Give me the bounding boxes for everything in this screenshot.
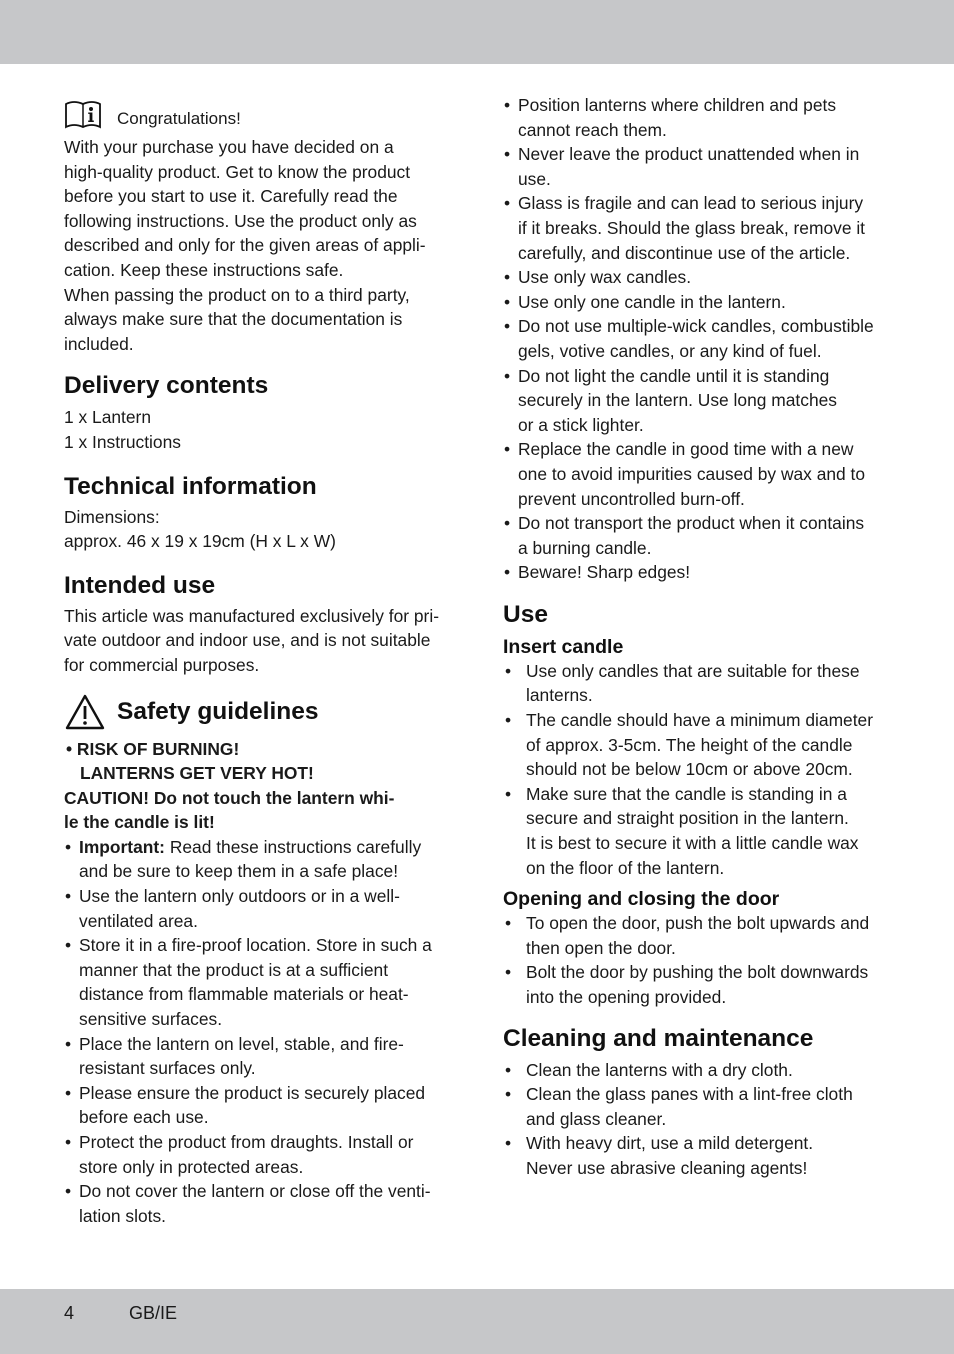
text-line: and be sure to keep them in a safe place!	[79, 861, 399, 882]
text-line: • Use only one candle in the lantern.	[518, 291, 786, 312]
text-line: It is best to secure it with a little candle wax	[526, 833, 859, 854]
list-item	[503, 93, 888, 142]
list-item	[64, 884, 449, 933]
congratulations-text: Congratulations!	[117, 109, 241, 128]
list-item	[503, 290, 888, 315]
text-line: • Clean the glass panes with a lint-free cloth	[526, 1084, 853, 1105]
list-item	[503, 437, 888, 511]
text-line: vate outdoor and indoor use, and is not suitable	[64, 630, 431, 651]
text-line: • Do not light the candle until it is standing	[518, 365, 830, 386]
list-item	[503, 1058, 888, 1083]
door-heading: Opening and closing the door	[503, 888, 780, 911]
book-info-icon	[64, 97, 102, 131]
text-line: • Place the lantern on level, stable, and fire-	[79, 1033, 404, 1054]
text-line: on the floor of the lantern.	[526, 857, 725, 878]
cleaning-heading: Cleaning and maintenance	[503, 1024, 814, 1052]
text-line: lanterns.	[526, 685, 593, 706]
text-line: always make sure that the documentation is	[64, 309, 403, 330]
insert-candle-heading: Insert candle	[503, 635, 624, 658]
door-list	[503, 911, 888, 1009]
text-line: should not be below 10cm or above 20cm.	[526, 759, 853, 780]
use-heading: Use	[503, 600, 548, 628]
safety-guidelines-header	[64, 693, 449, 731]
list-item	[503, 560, 888, 585]
text-line: carefully, and discontinue use of the article.	[518, 242, 851, 263]
text-line: if it breaks. Should the glass break, remove it	[518, 217, 866, 238]
list-item	[64, 835, 449, 884]
text-line: • The candle should have a minimum diameter	[526, 710, 874, 731]
list-item	[64, 1179, 449, 1228]
safety-list	[64, 835, 449, 1229]
text-line: then open the door.	[526, 937, 676, 958]
text-line: high-quality product. Get to know the product	[64, 161, 411, 182]
list-item	[64, 1032, 449, 1081]
text-line: • Please ensure the product is securely placed	[79, 1082, 426, 1103]
text-line: store only in protected areas.	[79, 1156, 304, 1177]
caution-line-2: le the candle is lit!	[64, 812, 215, 833]
list-item	[503, 191, 888, 265]
text-line: following instructions. Use the product only as	[64, 210, 417, 231]
text-line: • Bolt the door by pushing the bolt downwards	[526, 962, 869, 983]
text-line: for commercial purposes.	[64, 654, 260, 675]
intro-paragraph	[64, 135, 449, 356]
list-item	[503, 265, 888, 290]
text-line: Dimensions:	[64, 506, 160, 527]
list-item	[503, 364, 888, 438]
region-label: GB/IE	[129, 1303, 178, 1323]
text-line: included.	[64, 333, 134, 354]
list-item	[503, 142, 888, 191]
risk-line-1: RISK OF BURNING!	[76, 738, 240, 759]
list-item	[64, 933, 449, 1031]
important-text: Read these instructions carefully	[164, 836, 422, 857]
text-line: • Glass is fragile and can lead to serious injury	[518, 193, 864, 214]
text-line: • Clean the lanterns with a dry cloth.	[526, 1059, 793, 1080]
warning-triangle-icon	[64, 693, 106, 731]
text-line: into the opening provided.	[526, 987, 727, 1007]
text-line: • Use only candles that are suitable for these	[526, 660, 860, 681]
safety-warnings	[64, 737, 449, 835]
intended-use-heading: Intended use	[64, 571, 216, 599]
list-item	[64, 1130, 449, 1179]
list-item	[503, 960, 888, 1009]
list-item	[503, 782, 888, 880]
text-line: • Do not cover the lantern or close off the venti-	[79, 1181, 431, 1202]
list-item	[503, 314, 888, 363]
safety-guidelines-heading: Safety guidelines	[117, 697, 319, 725]
text-line: • With heavy dirt, use a mild detergent.	[526, 1133, 814, 1154]
right-column	[503, 93, 888, 1181]
delivery-contents-heading: Delivery contents	[64, 372, 269, 400]
text-line: a burning candle.	[518, 537, 652, 558]
list-item	[503, 1082, 888, 1131]
text-line: • Replace the candle in good time with a new	[518, 439, 854, 460]
text-line: of approx. 3-5cm. The height of the candle	[526, 734, 853, 755]
text-line: • Protect the product from draughts. Install or	[79, 1132, 414, 1152]
header-band	[0, 0, 954, 64]
text-line: or a stick lighter.	[518, 414, 644, 435]
text-line: sensitive surfaces.	[79, 1009, 223, 1030]
intended-use-text	[64, 604, 449, 678]
caution-line-1: CAUTION! Do not touch the lantern whi-	[64, 787, 395, 808]
cleaning-list	[503, 1058, 888, 1181]
important-label: Important:	[79, 836, 165, 857]
text-line: • Do not use multiple-wick candles, combustible	[518, 316, 874, 337]
list-item	[503, 708, 888, 782]
text-line: ventilated area.	[79, 910, 198, 931]
risk-warning: • RISK OF BURNING!	[66, 738, 240, 759]
text-line: securely in the lantern. Use long matches	[518, 390, 837, 411]
list-item	[503, 659, 888, 708]
text-line: secure and straight position in the lantern.	[526, 808, 849, 829]
text-line: use.	[518, 168, 551, 189]
text-line: • Never leave the product unattended when in	[518, 144, 860, 165]
insert-candle-list	[503, 659, 888, 880]
list-item	[503, 911, 888, 960]
text-line: Never use abrasive cleaning agents!	[526, 1157, 808, 1178]
text-line: • Use the lantern only outdoors or in a well-	[79, 886, 400, 907]
text-line: This article was manufactured exclusively for pri-	[64, 605, 439, 626]
delivery-list	[64, 405, 449, 454]
important-line	[79, 835, 449, 860]
page-number: 4	[64, 1303, 75, 1323]
text-line: lation slots.	[79, 1205, 166, 1226]
text-line: gels, votive candles, or any kind of fuel.	[518, 340, 822, 361]
text-line: described and only for the given areas of appli-	[64, 235, 426, 256]
text-line: before each use.	[79, 1107, 209, 1128]
text-line: one to avoid impurities caused by wax and to	[518, 463, 866, 484]
text-line: With your purchase you have decided on a	[64, 137, 394, 157]
list-item	[503, 1131, 888, 1180]
text-line: • Make sure that the candle is standing in a	[526, 783, 847, 804]
text-line: When passing the product on to a third party,	[64, 284, 410, 305]
text-line: • To open the door, push the bolt upwards and	[526, 913, 870, 934]
left-column	[64, 93, 449, 1228]
text-line: before you start to use it. Carefully read the	[64, 186, 398, 207]
text-line: • Position lanterns where children and pets	[518, 95, 837, 115]
risk-line-2: LANTERNS GET VERY HOT!	[80, 763, 314, 784]
list-item	[64, 1081, 449, 1130]
delivery-item: 1 x Lantern	[64, 407, 152, 428]
text-line: and glass cleaner.	[526, 1108, 667, 1129]
text-line: cation. Keep these instructions safe.	[64, 259, 344, 280]
text-line: resistant surfaces only.	[79, 1058, 256, 1079]
text-line: approx. 46 x 19 x 19cm (H x L x W)	[64, 531, 336, 552]
text-line: • Use only wax candles.	[518, 267, 692, 288]
text-line: manner that the product is at a sufficient	[79, 959, 389, 980]
list-item	[503, 511, 888, 560]
text-line: • Store it in a fire-proof location. Store in such a	[79, 935, 432, 956]
technical-details	[64, 505, 449, 554]
text-line: distance from flammable materials or heat-	[79, 984, 409, 1005]
intro-header	[64, 93, 449, 131]
text-line: cannot reach them.	[518, 119, 667, 140]
text-line: prevent uncontrolled burn-off.	[518, 488, 745, 509]
text-line: • Beware! Sharp edges!	[518, 562, 691, 583]
delivery-item: 1 x Instructions	[64, 431, 181, 452]
technical-information-heading: Technical information	[64, 472, 317, 500]
safety-list-continued	[503, 93, 888, 585]
text-line: • Do not transport the product when it contains	[518, 513, 865, 534]
